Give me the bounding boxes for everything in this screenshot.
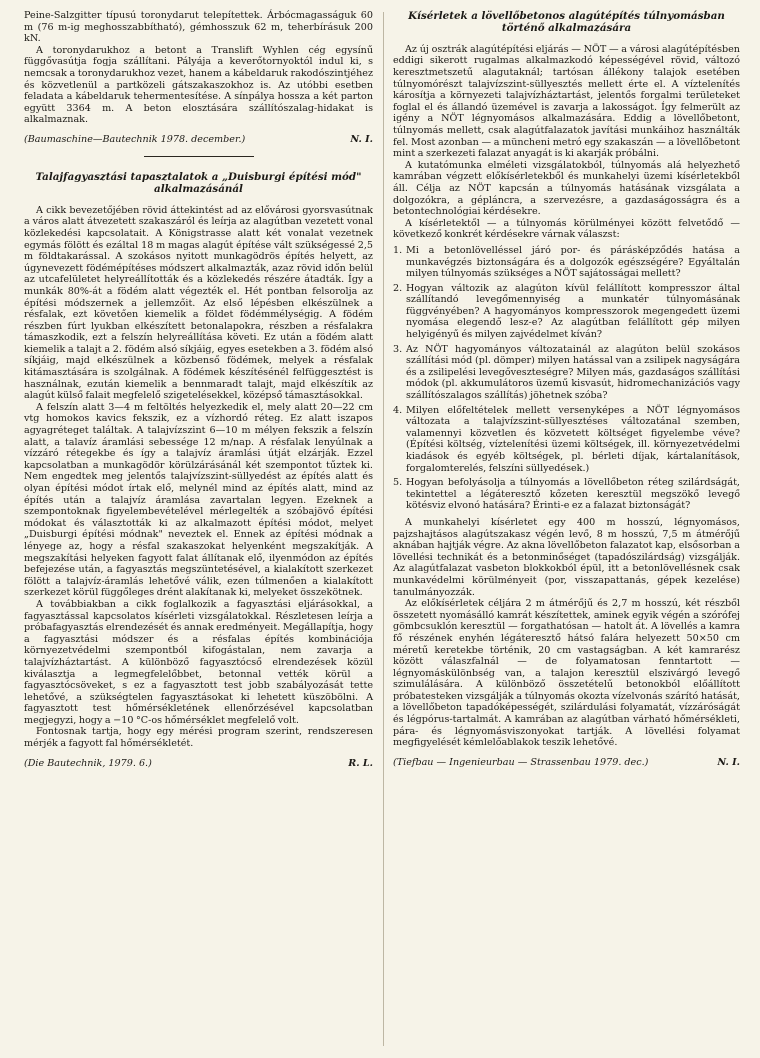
question-number: 5. xyxy=(393,477,403,489)
question-item xyxy=(393,245,740,280)
question-text: Hogyan befolyásolja a túlnyomás a lövellőbeton réteg szilárdságát, tekintettel a légáteresztő kőzeten keresztül megszökő levegő kötésviz elvonó hatására? Érinti-e ez a falazat biztonságát? xyxy=(406,477,740,512)
question-item xyxy=(393,477,740,512)
article3-paragraph: A kutatómunka elméleti vizsgálatokból, túlnyomás alá helyezhető kamrában végzett előkísérletekből és munkahelyi üzemi kísérletekből áll. Célja az NÖT kapcsán a túlnyomás hatásának vizsgálata a dolgozókra, a gépláncra, a szervezésre, a gazdaságosságra és a betontechnológiai kérdésekre. xyxy=(393,159,740,218)
article1-source: (Baumaschine—Bautechnik 1978. december.) xyxy=(24,133,246,145)
article2-author: R. L. xyxy=(348,757,373,769)
column-rule xyxy=(383,12,384,1046)
article-divider xyxy=(144,156,254,157)
article2-source-row xyxy=(24,758,373,770)
question-number: 2. xyxy=(393,282,403,294)
question-number: 4. xyxy=(393,404,403,416)
article3-title: Kísérletek a lövellőbetonos alagútépítés túlnyomásban történő alkalmazására xyxy=(408,10,725,35)
question-number: 3. xyxy=(393,343,403,355)
article1-source-row xyxy=(24,134,373,146)
article2-paragraph: A felszín alatt 3—4 m feltöltés helyezkedik el, mely alatt 20—22 cm vtg homokos kavics fekszik, ez a vízhordó réteg. Ez alatt iszapos agyagréteget találtak. A talajvízszint 6—10 m mélyen fekszik a felszín alatt, a talavíz áramlási sebessége 12 m/nap. A résfalak lenyúlnak a vízzáró rétegekbe és így a talajvíz áramlási útját elzárják. Ezzel kapcsolatban a munkagödör körülzárásánál két szempontot tűztek ki. Nem engedtek meg jelentős talajvízszint-süllyedést az építés alatt és olyan építési módot írtak elő, melynél mind az építés alatt, mind az építés után a talajvíz áramlása zavartalan legyen. Ezeknek a szempontoknak figyelembevételével mérlegelték a szóbajövő építési módokat és választották ki az alkalmazott építési módot, melyet „Duisburgi építési módnak" neveztek el. Ennek az építési módnak a lényege az, hogy a résfal szakaszokat helyenként megszakítják. A megszakítási helyeken fagyott falat állítanak elő, ilyenmódon az építés befejezése után, a fagyasztás megszüntetésével, a kialakított szerkezet fölött a talajvíz-áramlás lehetővé válik, ezen túlmenően a kialakított szerkezet körül függőleges drént alakítanak ki, melyeket összekötnek. xyxy=(24,401,373,599)
article3-paragraph: Az új osztrák alagútépítési eljárás — NÖT — a városi alagútépítésben eddigi sikerott rugalmas alkalmazkodó képességével rövid, változó keresztmetszetű alagutaknál; tartósan állékony talajok esetében túlnyomórészt talajvízszint-süllyesztés mellett érte el. A víztelenítés károsítja a környezeti talajvízháztartást, jelentős forgalmi területeket foglal el és állandó üzemével is zavarja a lakosságot. Így felmerült az igény a NÖT légnyomásos alkalmazására. Eddig a lövellőbetont, túlnyomás mellett, csak alagútfalazatok javítási munkáihoz használták fel. Most azonban — a müncheni metró egy szakaszán — a lövellőbetont mint a szerkezeti falazat anyagát is ki akarják próbálni. xyxy=(393,43,740,160)
article3-author: N. I. xyxy=(717,756,740,768)
question-text: Mi a betonlövelléssel járó por- és párásképződés hatása a munkavégzés biztonságára és a dolgozók egészségére? Egyáltalán milyen túlnyomás szükséges a NÖT sajátosságai mellett? xyxy=(406,244,740,280)
question-item xyxy=(393,405,740,475)
article3-paragraph: A munkahelyi kísérletet egy 400 m hosszú, légnyomásos, pajzshajtásos alagútszakasz végén levő, 8 m hosszú, 7,5 m átmérőjű aknában hajtják végre. Az akna lövellőbeton falazatot kap, elsősorban a lövellési technikát és a betonminőséget (tapadószilárdság) vizsgálják. Az alagútfalazat vasbeton blokkokból épül, itt a betonlövellésnek csak munkavédelmi körülményeit (por, visszapattanás, gépek kezelése) tanulmányozzák. xyxy=(393,516,740,598)
question-list xyxy=(393,245,740,512)
article2-paragraph: Fontosnak tartja, hogy egy mérési program szerint, rendszeresen mérjék a fagyott fal hőmérsékletét. xyxy=(24,726,373,750)
question-text: Hogyan változik az alagúton kívül felállított kompresszor által szállítandó levegőmennyiség a munkatér túlnyomásának függvényében? A hagyományos kompresszorok megengedett üzemi nyomása elegendő lesz-e? Az alagútban felállított gép milyen helyigényű és milyen zajvédelmet kíván? xyxy=(406,282,740,341)
article2-paragraph: A továbbiakban a cikk foglalkozik a fagyasztási eljárásokkal, a fagyasztással kapcsolatos kísérleti vizsgálatokkal. Részletesen leírja a próbafagyasztás elrendezését és annak eredményeit. Megállapítja, hogy a fagyasztási módszer és a résfalas építés kombinációja környezetvédelmi szempontból kifogástalan, nem zavarja a talajvízháztartást. A különböző fagyasztócső elrendezések közül kiválasztja a legmegfelelőbbet, betonnal vették körül a fagyasztócsöveket, s ez a fagyasztott test jobb szabályozását tette lehetővé, a szükségtelen fagyasztásokat ki lehetett küszöbölni. A fagyasztott test hőmérsékletének ellenőrzésével kapcsolatban megjegyzi, hogy a −10 °C-os hőmérséklet megfelelő volt. xyxy=(24,598,373,726)
left-column xyxy=(24,10,373,770)
article1-author: N. I. xyxy=(350,133,373,145)
article3-source-row xyxy=(393,757,740,769)
question-item xyxy=(393,283,740,341)
question-text: Az NÖT hagyományos változatainál az alagúton belül szokásos szállítási mód (pl. dömper) milyen hatással van a zsilipek nagyságára és a zsilipelési levegőveszteségre? Milyen más, gazdaságos szállítási módok (pl. akkumulátoros üzemű kisvasút, hidromechanizációs vagy szállítószalagos szállítás) jöhetnek szóba? xyxy=(406,343,740,402)
article2-title: Talajfagyasztási tapasztalatok a „Duisburgi építési mód" alkalmazásánál xyxy=(35,170,362,196)
article1-paragraph: A toronydarukhoz a betont a Translift Wyhlen cég egysínű függővasútja fogja szállítani. Pályája a keverőtornyoktól indul ki, s nemcsak a toronydarukhoz vezet, hanem a kábeldaruk rakodószintjéhez és közvetlenül a partközeli gátszakaszokhoz is. Az utóbbi esetben feladata a kábeldaruk tehermentesítése. A sínpálya hossza a két parton együtt 3364 m. A beton elosztására szállítószalag-hidakat is alkalmaznak. xyxy=(24,44,373,126)
article1-paragraph: Peine-Salzgitter típusú toronydarut telepítettek. Árbócmagasságuk 60 m (76 m-ig meghosszabbítható), gémhosszuk 62 m, teherbírásuk 200 kN. xyxy=(24,10,373,45)
question-text: Milyen előfeltételek mellett versenyképes a NÖT légnyomásos változata a talajvízszint-süllyesztéses változatánal szemben, valamennyi közvetlen és közvetett költséget figyelembe véve? (Építési költség, víztelenítési üzemi költségek, ill. környezetvédelmi kiadások és egyéb költségek, pl. bérleti díjak, kártalanítások, forgalomterelés, felszíni süllyedések.) xyxy=(406,404,740,474)
question-item xyxy=(393,344,740,402)
article3-source: (Tiefbau — Ingenieurbau — Strassenbau 1979. dec.) xyxy=(393,756,649,768)
article3-paragraph: A kísérletektől — a túlnyomás körülményei között felvetődő — következő konkrét kérdésekre várnak válaszst: xyxy=(393,217,740,241)
question-number: 1. xyxy=(393,244,403,256)
article2-source: (Die Bautechnik, 1979. 6.) xyxy=(24,757,152,769)
right-column xyxy=(393,10,740,769)
article2-paragraph: A cikk bevezetőjében rövid áttekintést ad az elővárosi gyorsvasútnak a város alatt átvezetett szakaszáról és leírja az alagútban vezetett vonal közlekedési kapcsolatait. A Königstrasse alatt két vonalat vezetnek egymás fölött és ezáltal 18 m magas alagút építése vált szükségessé 2,5 m földtakarással. A szokásos nyitott munkagödrös építés helyett, az úgynevezett födémépítéses módszert alkalmazták, azaz rövid időn belül az utcafelületet helyreállították és a közlekedés részére átadták. Így a munkák 80%-át a födém alatt végezték el. Hét pontban felsorolja az építési módszernek a jellemzőit. Az első lépésben elkészülnek a résfalak, ezt követően kiemelik a földet födémmélységig. A födém részben fúrt lyukban elkészített betonalapokra, részben a résfalakra támaszkodik, ezt a felszín helyreállítása követi. Ez után a födém alatt kiemelik a talajt a 2. födém alsó síkjáig, egyes esetekben a 3. födém alsó síkjáig, majd elkészülnek a közbenső födémek, melyek a résfalak kitámasztására is szolgálnak. A födémek készítésénél felfüggesztést is használnak, ezután kiemelik a bennmaradt talajt, majd elkészítik az alagút külső falait megfelelő szigetelésekkel, középső támasztásokkal. xyxy=(24,204,373,402)
article3-paragraph: Az előkísérletek céljára 2 m átmérőjű és 2,7 m hosszú, két részből összetett nyomásálló kamrát készítettek, aminek egyik végén a szórófej gömbcsuklón keresztül — forgathatósan — hatolt át. A lövellés a kamra fő részének enyhén légáteresztő hátsó falára helyezett 50×50 cm méretű keretekbe történik, 20 cm vastagságban. A két kamrarész között válaszfalnál — de folyamatosan fenntartott — légnyomáskülönbség van, a talajon keresztül elszivárgó levegő szimulálására. A különböző összetételű betonokból előállított próbatesteken vizsgálják a túlnyomás okozta vízelvonás szárító hatását, a lövellőbeton tapadóképességét, szilárdulási folyamatát, vízzáróságát és légpórus-tartalmát. A kamrában az alagútban várható hőmérsékleti, pára- és légnyomásviszonyokat tartják. A lövellési folyamat megfigyelését kémlelőablakok teszik lehetővé. xyxy=(393,598,740,749)
